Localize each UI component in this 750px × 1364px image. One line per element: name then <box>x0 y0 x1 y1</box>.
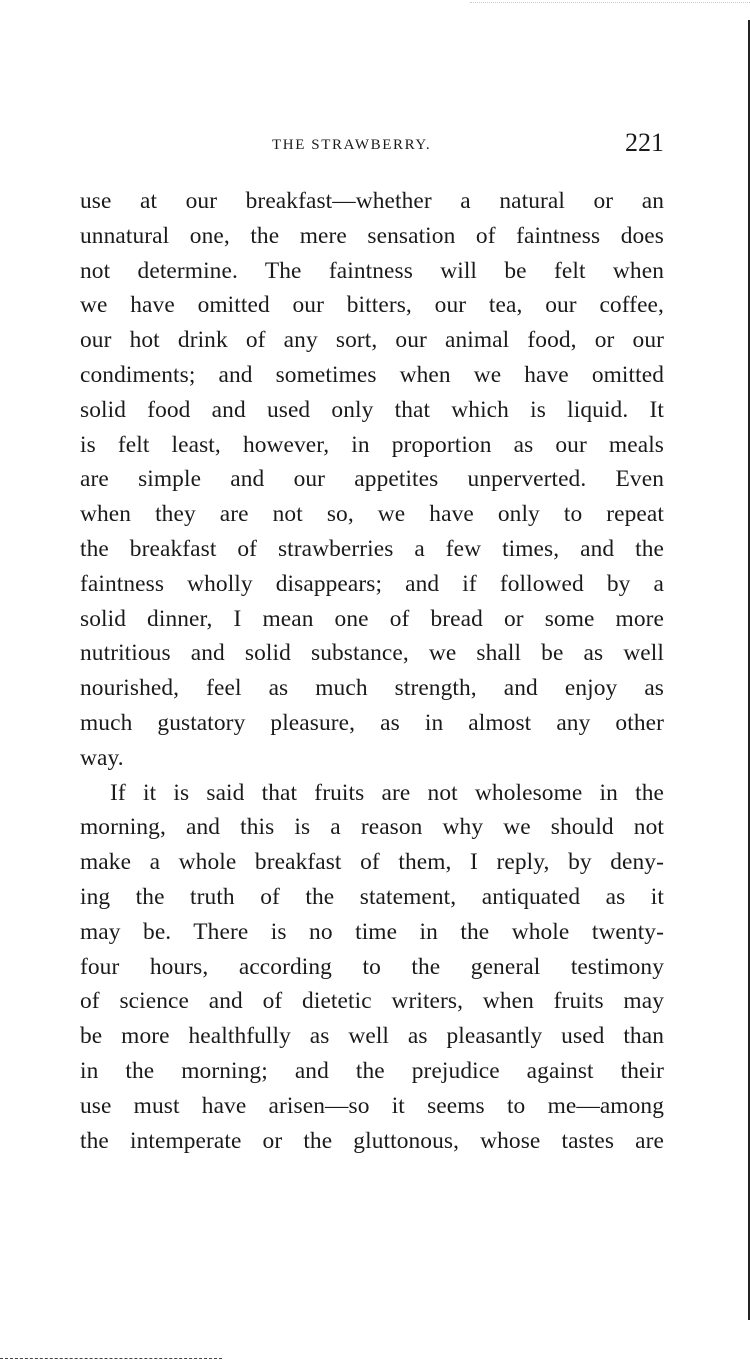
text-line: use at our breakfast—whether a natural or an <box>80 188 664 214</box>
text-line: way. <box>80 744 124 771</box>
page-number: 221 <box>625 128 664 157</box>
text-line: we have omitted our bitters, our tea, our coffee, <box>80 292 664 319</box>
text-line: faintness wholly disappears; and if followed by a <box>80 570 664 597</box>
text-line: make a whole breakfast of them, I reply, by deny- <box>80 849 664 876</box>
text-line: not determine. The faintness will be felt when <box>80 257 664 284</box>
text-line: in the morning; and the prejudice against their <box>80 1057 664 1084</box>
text-line: are simple and our appetites unperverted. Even <box>80 466 664 493</box>
text-line: may be. There is no time in the whole twenty- <box>80 918 664 945</box>
scan-artifact-bottom <box>0 1358 222 1359</box>
text-line: our hot drink of any sort, our animal food, or our <box>80 327 664 354</box>
text-line: solid dinner, I mean one of bread or some more <box>80 605 664 632</box>
body-text <box>80 184 664 1158</box>
scan-artifact-top <box>470 2 750 5</box>
text-line: of science and of dietetic writers, when fruits may <box>80 988 664 1015</box>
text-line: morning, and this is a reason why we should not <box>80 814 664 841</box>
paragraph-2 <box>80 776 664 1159</box>
running-head: THE STRAWBERRY. <box>272 137 432 153</box>
text-line: solid food and used only that which is liquid. It <box>80 396 664 423</box>
text-line: unnatural one, the mere sensation of faintness does <box>80 222 664 249</box>
text-line: nutritious and solid substance, we shall be as well <box>80 640 664 667</box>
page-header <box>80 128 664 161</box>
text-line: four hours, according to the general testimony <box>80 953 664 980</box>
text-line: much gustatory pleasure, as in almost any other <box>80 709 664 736</box>
paragraph-1 <box>80 184 664 776</box>
text-line: the intemperate or the gluttonous, whose tastes are <box>80 1127 664 1154</box>
text-line: ing the truth of the statement, antiquated as it <box>80 883 664 910</box>
text-line: is felt least, however, in proportion as our meals <box>80 431 664 458</box>
text-line: be more healthfully as well as pleasantly used than <box>80 1023 664 1050</box>
text-line: condiments; and sometimes when we have omitted <box>80 361 664 388</box>
text-line: If it is said that fruits are not wholesome in the <box>110 779 664 806</box>
text-line: when they are not so, we have only to repeat <box>80 501 664 528</box>
text-line: the breakfast of strawberries a few times, and the <box>80 535 664 562</box>
text-line: use must have arisen—so it seems to me—among <box>80 1092 664 1119</box>
text-line: nourished, feel as much strength, and enjoy as <box>80 675 664 702</box>
